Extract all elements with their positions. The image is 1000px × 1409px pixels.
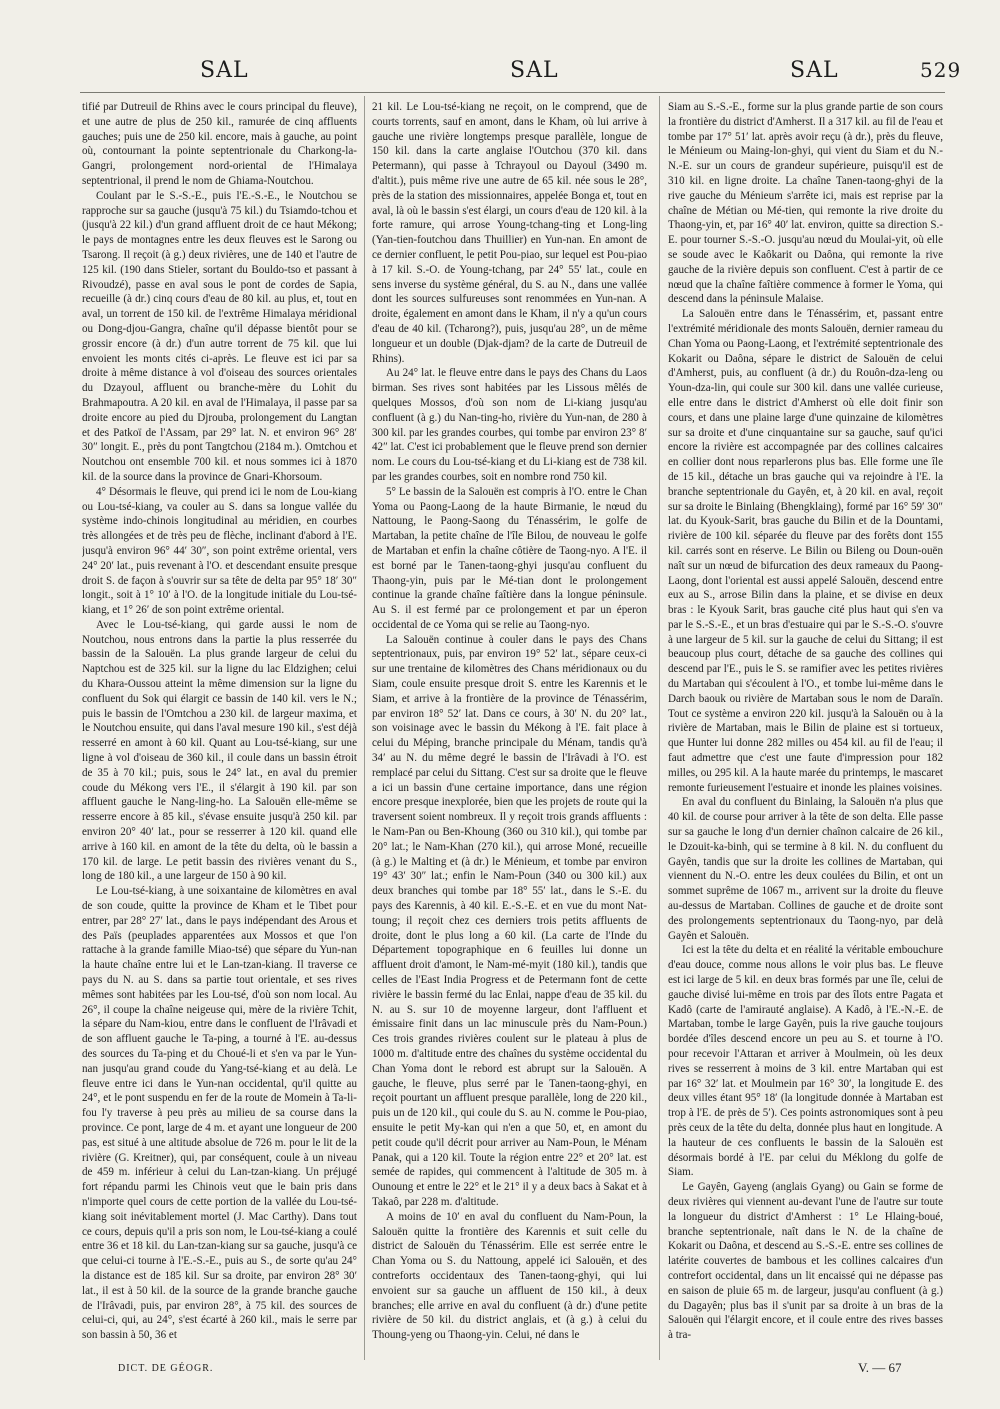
paragraph: Le Gayên, Gayeng (anglais Gyang) ou Gain se forme de deux rivières qui viennent au-devant l'une de l'autre sur toute la longueur du district d'Amherst : 1° Le Hlaing-boué, branche septentrionale, naît dans le N. de la chaîne de Kokarit ou Daôna, et descend au S.-S.-E. entre ses collines de latérite couvertes de bambous et les collines calcaires d'un contrefort occidental, dans un lit encaissé qui ne dépasse pas en saison de pluie 65 m. de largeur, jusqu'au confluent (à g.) du Dagayên; plus bas il s'unit par sa droite à un bras de la Salouën qui l'élargit encore, et il coule entre des rives basses à tra-: [668, 1181, 943, 1342]
running-head-center: SAL: [510, 58, 559, 83]
text-column-1: [82, 100, 357, 1355]
column-divider-1: [364, 96, 365, 1360]
paragraph: Coulant par le S.-S.-E., puis l'E.-S.-E., le Noutchou se rapproche sur sa gauche (jusqu'à 75 kil.) du Tsiamdo-tchou et (jusqu'à 22 kil.) d'un grand affluent droit de ce haut Mékong; le pays de montagnes entre les deux fleuves est le Sarong ou Tsarong. Il reçoit (à g.) deux rivières, une de 140 et l'autre de 125 kil. (190 dans Stieler, sortant du Bouldo-tso et passant à Rivoudzé), passe en aval sous le pont de cordes de Sapia, recueille (à dr.) cinq cours d'eau de 80 kil. au plus, et, tout en aval, un torrent de 150 kil. de l'extrême Himalaya méridional ou Dong-djou-Gangra, chaîne qu'il dépasse bientôt pour se grossir encore (à dr.) d'un autre torrent de 75 kil. que lui envoient les monts cités ci-après. Le fleuve est ici par sa droite à même distance à vol d'oiseau des sources orientales du Dzayoul, affluent ou branche-mère du Lohit du Brahmapoutra. A 20 kil. en aval de l'Himalaya, il passe par sa droite encore au pied du Djrouba, prolongement du Langtan et des Patkoï de l'Assam, par 29° lat. N. et environ 96° 28′ 30″ longit. E., près du pont Tangtchou (2184 m.). Omtchou et Noutchou ont ensemble 700 kil. et nous sommes ici à 1870 kil. de la source dans la province de Gnari-Khorsoum.: [82, 189, 357, 483]
footer-signature: V. — 67: [858, 1360, 902, 1375]
paragraph: En aval du confluent du Binlaing, la Salouën n'a plus que 40 kil. de course pour arriver à la tête de son delta. Elle passe sur sa gauche le long d'un dernier chaînon calcaire de 26 kil., le Dzouit-ka-binh, qui se termine à 8 kil. N. du confluent du Gayên, tandis que sur la droite les collines de Martaban, qui viennent du N.-O. entre les deux coulées du Bilin, et ont un sommet suprême de 1067 m., arrivent sur la droite du fleuve au-dessus de Martaban. Collines de gauche et de droite sont des prolongements septentrionaux du Taong-nyo, par delà Gayên et Salouën.: [668, 796, 943, 942]
text-column-3: [668, 100, 943, 1355]
paragraph: Avec le Lou-tsé-kiang, qui garde aussi le nom de Noutchou, nous entrons dans la partie la plus resserrée du bassin de la Salouën. La plus grande largeur de celui du Naptchou est de 325 kil. sur la ligne du lac Eldzighen; celui du Khara-Oussou atteint la même dimension sur la ligne du confluent du Sok qui élargit ce bassin de 140 kil. vers le N.; puis le bassin de l'Omtchou a 230 kil. de largeur maxima, et le Noutchou ensuite, qui dans l'aval mesure 190 kil., s'est déjà resserré en amont à 60 kil. Quant au Lou-tsé-kiang, sur une ligne à vol d'oiseau de 360 kil., il coule dans un bassin étroit de 35 à 70 kil.; puis, sous le 24° lat., en aval du premier coude du Mékong vers l'E., il s'élargit à 190 kil. par son affluent gauche le Nang-ling-ho. La Salouën elle-même se resserre encore à 85 kil., s'évase ensuite jusqu'à 250 kil. par environ 20° 40′ lat., pour se resserrer à 120 kil. quand elle arrive à 160 kil. en amont de la tête du delta, où le bassin a 170 kil. de large. Le petit bassin des rivières venant du S., long de 180 kil., a une largeur de 150 à 90 kil.: [82, 618, 357, 883]
header-rule: [80, 92, 945, 93]
paragraph: 21 kil. Le Lou-tsé-kiang ne reçoit, on le comprend, que de courts torrents, sauf en amont, dans le Kham, où lui arrive à gauche une rivière longtemps presque parallèle, longue de 150 kil. dans la carte anglaise l'Outchou (370 kil. dans Petermann), qui passe à Tchrayoul ou Dayoul (3490 m. d'altit.), puis même rive une autre de 65 kil. née sous le 28°, près de la station des missionnaires, appelée Bonga et, tout en aval, là où le bassin s'est élargi, un cours d'eau de 120 kil. à la forte ramure, qui arrose Young-tchang-ting et Long-ling (Yan-tien-foutchou dans Thuillier) en Yun-nan. En amont de ce dernier confluent, le petit Pou-piao, sur lequel est Pou-piao à 17 kil. S.-O. de Young-tchang, par 24° 55′ lat., coule en sens inverse du système général, du S. au N., dans une vallée dont les sources sulfureuses sont renommées en Yun-nan. A droite, également en amont dans le Kham, il n'y a qu'un cours d'eau de 40 kil. (Tcharong?), puis, jusqu'au 28°, un de même longueur et un double (Djak-djam? de la carte de Dutreuil de Rhins).: [372, 101, 647, 365]
column-divider-2: [659, 96, 660, 1360]
paragraph: La Salouën entre dans le Ténassérim, et, passant entre l'extrémité méridionale des monts Salouën, dernier rameau du Chan Yoma ou Paong-Laong, et l'extrémité septentrionale des Kokarit ou Daôna, sépare le district de Salouën de celui d'Amherst, puis, au confluent (à dr.) du Rouôn-dza-leng ou Youn-dza-lin, qui coule sur 300 kil. dans une vallée curieuse, elle entre dans le district d'Amherst où elle doit finir son cours, et dans une plaine large d'une quinzaine de kilomètres sur sa droite et d'une cinquantaine sur sa gauche, sauf qu'ici encore la rivière est accompagnée par des collines calcaires en collier dont nous reparlerons plus bas. Elle forme une île de 15 kil., détache un bras gauche qui va rejoindre à l'E. la branche septentrionale du Gayên, et, à 20 kil. en aval, reçoit sur sa droite le Binlaing (Bhengklaing), formé par 16° 59′ 30″ lat. du Kyouk-Sarit, bras gauche du Bilin et de la Dountami, rivière de 100 kil. séparée du fleuve par des forêts dont 155 kil. carrés sont en réserve. Le Bilin ou Bileng ou Doun-ouën naît sur un nœud de bifurcation des deux rameaux du Paong-Laong, dont l'oriental est aussi appelé Salouën, descend entre eux au S., arrose Bilin dans la plaine, et se divise en deux bras : le Kyouk Sarit, bras gauche cité plus haut qui s'en va par le S.-S.-E., et un bras d'estuaire qui par le S.-S.-O. s'ouvre à une largeur de 5 kil. sur la gauche de celui du Sittang; il est beaucoup plus court, détache de sa gauche des collines qui descend par l'E., puis le S. se ramifier avec les petites rivières du Martaban qui s'écoulent à l'O., et tombe lui-même dans le Darch baouk ou rivière de Martaban sous le nom de Daraïn. Tout ce système a environ 220 kil. jusqu'à la Salouën ou à la rivière de Martaban, mais le Bilin de plaine est si tortueux, que Hunter lui donne 282 milles ou 454 kil. au fil de l'eau; il faut admettre que c'est une faute d'impression pour 182 milles, ou 295 kil. A la haute marée du printemps, le mascaret remonte furieusement l'estuaire et inonde les plaines voisines.: [668, 308, 943, 794]
paragraph: tifié par Dutreuil de Rhins avec le cours principal du fleuve), et une autre de plus de 250 kil., ramurée de cinq affluents gauches; puis une de 250 kil. encore, mais à gauche, au point où, contournant la pointe septentrionale du Charkong-la-Gangri, prolongement nord-oriental de l'Himalaya septentrional, il prend le nom de Ghiama-Noutchou.: [82, 101, 357, 187]
paragraph: Ici est la tête du delta et en réalité la véritable embouchure d'eau douce, comme nous allons le voir plus bas. Le fleuve est ici large de 5 kil. en deux bras formés par une île, celui de gauche divisé lui-même en trois par des îlots entre Pagata et Kadô (carte de l'amirauté anglaise). A Kadô, à l'E.-N.-E. de Martaban, tombe le large Gayên, puis la rive gauche toujours bordée d'îles descend encore un peu au S. et tourne à l'O. pour recevoir l'Attaran et arriver à Moulmein, où les deux rives se resserrent à moins de 3 kil. entre Martaban qui est par 16° 32′ lat. et Moulmein par 16° 30′, la longitude E. des deux villes étant 95° 18′ (la longitude donnée à Martaban est trop à l'E. de près de 5′). Ces points astronomiques sont à peu près ceux de la tête du delta, donnée plus haut en longitude. A la hauteur de ces confluents le bassin de la Salouën est désormais bordé à l'E. par celui du Méklong du golfe de Siam.: [668, 944, 943, 1179]
footer-left: DICT. DE GÉOGR.: [118, 1363, 214, 1374]
running-head-left: SAL: [200, 58, 249, 83]
paragraph: Au 24° lat. le fleuve entre dans le pays des Chans du Laos birman. Ses rives sont habitées par les Lissous mêlés de quelques Mossos, d'où son nom de Li-kiang jusqu'au confluent (à g.) du Nan-ting-ho, rivière du Yun-nan, de 280 à 300 kil. par les grandes courbes, qui tombe par environ 23° 8′ 42″ lat. C'est ici probablement que le fleuve prend son dernier nom. Le cours du Lou-tsé-kiang et du Li-kiang est de 738 kil. par les grandes courbes, soit en nombre rond 750 kil.: [372, 367, 647, 483]
paragraph: Siam au S.-S.-E., forme sur la plus grande partie de son cours la frontière du district d'Amherst. Il a 317 kil. au fil de l'eau et tombe par 17° 51′ lat. après avoir reçu (à dr.), près du fleuve, le Ménieum ou Maing-lon-ghyi, qui vient du Siam et du N.-N.-E. sur un cours de grandeur supérieure, puisqu'il est de 310 kil. en ligne droite. La chaîne Tanen-taong-ghyi de la rive gauche du Ménieum s'arrête ici, mais est reprise par la chaîne de Métian ou Mé-tien, qui remonte la rive droite du Thaong-yin, et, par 16° 40′ lat. environ, quitte sa direction S.-E. pour tourner S.-S.-O. jusqu'au nœud du Moulai-yit, où elle se soude avec le Kaôkarit ou Daôna, qui remonte la rive gauche de la rivière depuis son confluent. C'est à partir de ce nœud que la chaîne faîtière commence à former le Yoma, qui descend dans la péninsule Malaise.: [668, 101, 943, 306]
text-column-2: [372, 100, 647, 1355]
paragraph: 5° Le bassin de la Salouën est compris à l'O. entre le Chan Yoma ou Paong-Laong de la haute Birmanie, le nœud du Nattoung, le Paong-Saong du Ténassérim, le golfe de Martaban, la petite chaîne de l'île Bilou, de nouveau le golfe de Martaban et enfin la chaîne côtière de Taong-nyo. A l'E. il est borné par le Tanen-taong-ghyi jusqu'au confluent du Thaong-yin, puis par le Mé-tian dont le prolongement continue la grande chaîne faîtière dans la longue péninsule. Au S. il est fermé par ce prolongement et par un éperon occidental de ce Yoma qui se relie au Taong-nyo.: [372, 485, 647, 631]
paragraph: Le Lou-tsé-kiang, à une soixantaine de kilomètres en aval de son coude, quitte la province de Kham et le Tibet pour entrer, par 28° 27′ lat., dans le pays indépendant des Arous et des Païs (peuplades apparentées aux Mossos et que l'on rattache à la grande famille Miao-tsé) que sépare du Yun-nan la haute chaîne entre lui et le Lan-tzan-kiang. Il traverse ce pays du N. au S. dans sa partie tout orientale, et ses rives mêmes sont habitées par les Lou-tsé, d'où son nom local. Au 26°, il coupe la chaîne neigeuse qui, mère de la rivière Tchit, la sépare du Nam-kiou, entre dans le confluent de l'Irâvadi et de son affluent gauche le Ta-ping, a tourné à l'E. au-dessus des sources du Ta-ping et du Choué-li et s'en va par le Yun-nan jusqu'au grand coude du Yang-tsé-kiang et au delà. Le fleuve entre ici dans le Yun-nan occidental, qu'il quitte au 24°, et le pont suspendu en fer de la route de Momein à Ta-li-fou l'y traverse à peu près au milieu de sa course dans la province. Ce pont, large de 4 m. et ayant une longueur de 200 pas, est situé à une altitude absolue de 726 m. pour le lit de la rivière (G. Kreitner), qui, par conséquent, coule à un niveau de 459 m. inférieur à celui du Lan-tzan-kiang. Un préjugé fort répandu parmi les Chinois veut que le bain pris dans n'importe quel cours de cette portion de la vallée du Lou-tsé-kiang soit inévitablement mortel (J. Mac Carthy). Dans tout ce cours, depuis qu'il a pris son nom, le Lou-tsé-kiang a coulé entre 36 et 18 kil. du Lan-tzan-kiang sur sa gauche, jusqu'à ce que celui-ci tourne à l'E.-S.-E., puis au S., de sorte qu'au 24° la distance est de 185 kil. Sur sa droite, par environ 28° 30′ lat., il est à 50 kil. de la source de la grande branche gauche de l'Irâvadi, puis, par environ 28°, à 75 kil. des sources de celui-ci, qui, au 24°, s'est écarté à 260 kil., mais le serre par son bassin à 50, 36 et: [82, 885, 357, 1342]
paragraph: A moins de 10′ en aval du confluent du Nam-Poun, la Salouën quitte la frontière des Karennis et suit celle du district de Salouën du Ténassérim. Elle est serrée entre le Chan Yoma ou S. du Nattoung, appelé ici Salouën, et des contreforts occidentaux des Tanen-taong-ghyi, qui lui envoient sur sa gauche un affluent de 150 kil., à deux branches; elle arrive en aval du confluent (à dr.) d'une petite rivière de 50 kil. du district anglais, et (à g.) à celui du Thoung-yeng ou Thaong-yin. Celui, né dans le: [372, 1210, 647, 1342]
paragraph: La Salouën continue à couler dans le pays des Chans septentrionaux, puis, par environ 19° 52′ lat., sépare ceux-ci sur une trentaine de kilomètres des Chans méridionaux ou du Siam, coule ensuite presque droit S. entre les Karennis et le Siam, et arrive à la frontière de la province de Ténassérim, par environ 18° 52′ lat. Dans ce cours, à 30′ N. du 20° lat., son voisinage avec le bassin du Mékong à l'E. fait place à celui du Méping, branche principale du Ménam, tandis qu'à 34′ au N. du même degré le bassin de l'Irâvadi à l'O. est remplacé par celui du Sittang. C'est sur sa droite que le fleuve a ici un bassin d'une certaine importance, dans une région encore presque inexplorée, bien que les projets de route qui la traversent soient nombreux. Il y reçoit trois grands affluents : le Nam-Pan ou Ben-Khoung (360 ou 310 kil.), qui tombe par 20° lat.; le Nam-Khan (270 kil.), qui arrose Moné, recueille (à g.) le Malting et (à dr.) le Ménieum, et tombe par environ 19° 43′ 30″ lat.; enfin le Nam-Poun (340 ou 300 kil.) aux deux branches qui tombe par 18° 55′ lat., dans le S.-E. du pays des Karennis, à 40 kil. E.-S.-E. et en vue du mont Nat-toung; il reçoit chez ces derniers trois petits affluents de droite, dont le plus long a 60 kil. (La carte de l'Inde du Département topographique en 6 feuilles lui donne un affluent droit d'amont, le Nam-mé-myit (180 kil.), tandis que celles de l'East India Progress et de Petermann font de cette rivière le bassin fermé du lac Enlai, nappe d'eau de 35 kil. du N. au S. sur 10 de moyenne largeur, dont l'affluent et émissaire finit dans un lac minuscule près du Nam-Poun.) Ces trois grandes rivières coulent sur le plateau à plus de 1000 m. d'altitude entre des chaînes du système occidental du Chan Yoma dont le rebord est abrupt sur la Salouën. A gauche, le fleuve, plus serré par le Tanen-taong-ghyi, en reçoit pourtant un affluent presque parallèle, long de 220 kil., puis un de 120 kil., qui coule du S. au N. comme le Pou-piao, ensuite le petit My-kan qui n'en a que 50, et, en amont du petit coude qu'il décrit pour arriver au Nam-Poun, le Ménam Panak, qui a 120 kil. Toute la région entre 22° et 20° lat. est semée de rapides, qui commencent à l'altitude de 305 m. à Ounoung et entre le 22° et le 21° il y a deux bacs à Sakat et à Takaô, par 228 m. d'altitude.: [372, 633, 647, 1208]
running-head-right: SAL: [790, 58, 839, 83]
page-number: 529: [920, 58, 962, 82]
paragraph: 4° Désormais le fleuve, qui prend ici le nom de Lou-kiang ou Lou-tsé-kiang, va couler au S. dans sa longue vallée du système indo-chinois longitudinal au méridien, en courbes très allongées et de très peu de flèche, inclinant d'abord à l'E. jusqu'à environ 96° 44′ 30″, son point extrême oriental, vers 24° 20′ lat., puis revenant à l'O. et descendant ensuite presque droit S. de façon à s'ouvrir sur sa tête de delta par 95° 18′ 30″ longit., soit à 1° 10′ à l'O. de la longitude initiale du Lou-tsé-kiang, et 1° 26′ de son point extrême oriental.: [82, 485, 357, 617]
